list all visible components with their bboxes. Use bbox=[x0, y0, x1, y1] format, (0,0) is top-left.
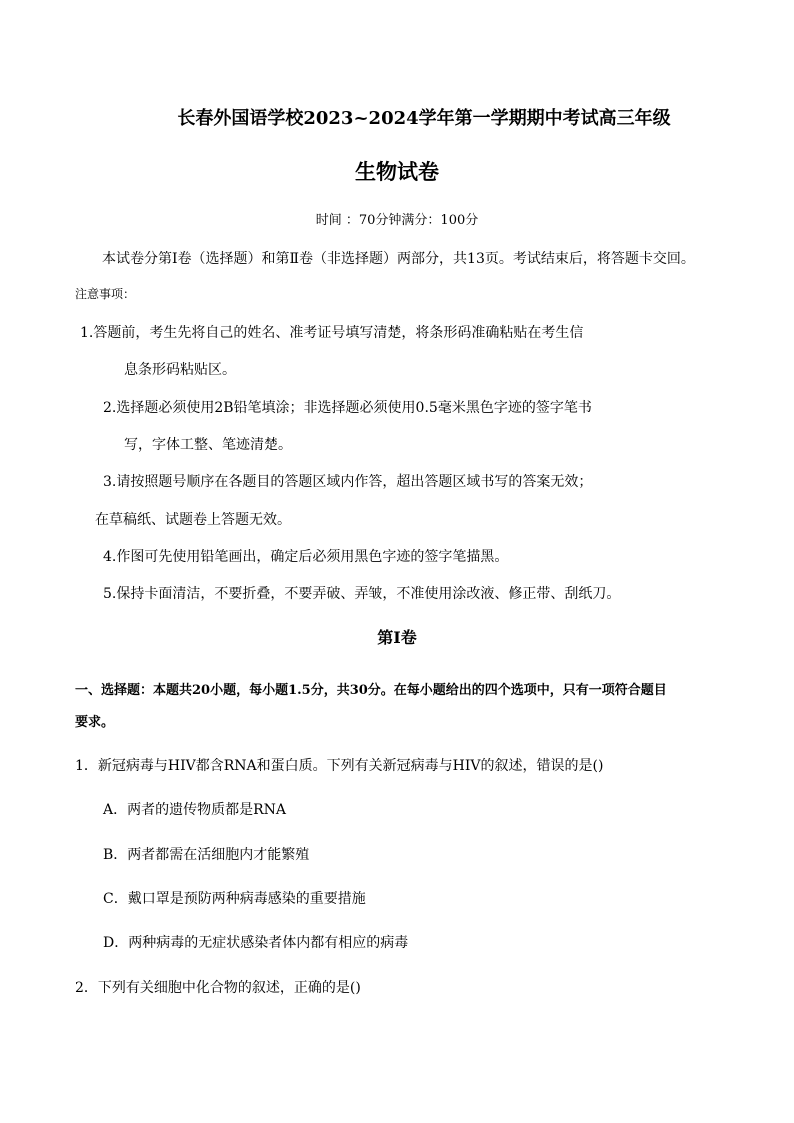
question-option: B．两者都需在活细胞内才能繁殖 bbox=[103, 847, 310, 863]
notice-item: 1.答题前，考生先将自己的姓名、准考证号填写清楚，将条形码准确粘贴在考生信 bbox=[80, 325, 584, 341]
question-stem: 1．新冠病毒与HIV都含RNA和蛋白质。下列有关新冠病毒与HIV的叙述，错误的是() bbox=[75, 758, 604, 774]
section-instruction: 一、选择题：本题共20小题，每小题1.5分，共30分。在每小题给出的四个选项中，只有一项符合题目 bbox=[75, 683, 667, 698]
notice-heading: 注意事项： bbox=[75, 287, 136, 301]
notice-item: 2.选择题必须使用2B铅笔填涂；非选择题必须使用0.5毫米黑色字迹的签字笔书 bbox=[103, 400, 592, 416]
question-stem: 2．下列有关细胞中化合物的叙述，正确的是() bbox=[75, 980, 361, 996]
notice-item: 3.请按照题号顺序在各题目的答题区域内作答，超出答题区域书写的答案无效； bbox=[103, 474, 593, 490]
question-option: C．戴口罩是预防两种病毒感染的重要措施 bbox=[103, 891, 366, 907]
exam-time: 时间 ：70分钟满分：100分 bbox=[315, 213, 479, 228]
question-option: D．两种病毒的无症状感染者体内都有相应的病毒 bbox=[103, 935, 409, 951]
notice-item: 息条形码粘贴区。 bbox=[124, 362, 236, 378]
notice-item: 写，字体工整、笔迹清楚。 bbox=[124, 437, 292, 453]
exam-subject: 生物试卷 bbox=[355, 159, 439, 184]
exam-title: 长春外国语学校2023~2024学年第一学期期中考试高三年级 bbox=[177, 108, 671, 129]
section-title: 第Ⅰ卷 bbox=[377, 628, 417, 647]
intro-text: 本试卷分第Ⅰ卷（选择题）和第Ⅱ卷（非选择题）两部分，共13页。考试结束后，将答题卡交回。 bbox=[102, 251, 695, 267]
question-option: A．两者的遗传物质都是RNA bbox=[103, 802, 287, 818]
notice-item: 5.保持卡面清洁，不要折叠，不要弄破、弄皱，不准使用涂改液、修正带、刮纸刀。 bbox=[103, 586, 621, 602]
notice-item: 在草稿纸、试题卷上答题无效。 bbox=[95, 512, 291, 528]
section-instruction: 要求。 bbox=[75, 715, 115, 730]
notice-item: 4.作图可先使用铅笔画出，确定后必须用黑色字迹的签字笔描黑。 bbox=[103, 549, 509, 565]
